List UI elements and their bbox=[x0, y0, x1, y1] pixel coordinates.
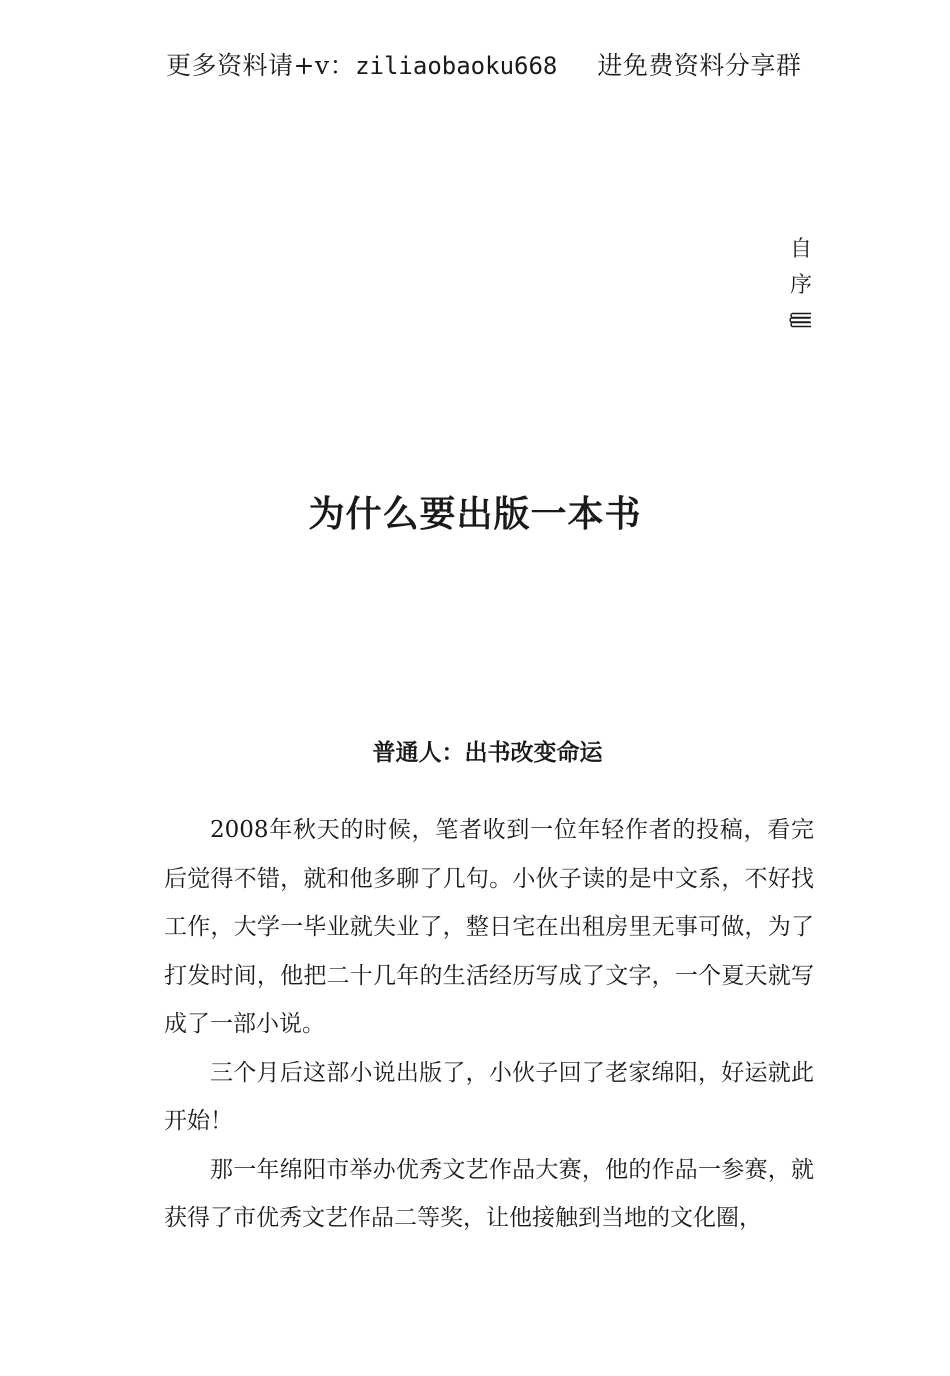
chapter-title: 为什么要出版一本书 bbox=[308, 494, 642, 535]
header-note-prefix: 更多资料请+v： bbox=[166, 51, 356, 80]
header-note-handle: ziliaobaoku668 bbox=[355, 52, 558, 80]
paragraph-1: 2008年秋天的时候，笔者收到一位年轻作者的投稿，看完后觉得不错，就和他多聊了几句。小伙子读的是中文系，不好找工作，大学一毕业就失业了，整日宅在出租房里无事可做，为了打发时间，他把二十几年的生活经历写成了文字，一个夏天就写成了一部小说。 bbox=[164, 817, 814, 1037]
body-text bbox=[164, 806, 814, 1243]
paragraph-3: 那一年绵阳市举办优秀文艺作品大赛，他的作品一参赛，就获得了市优秀文艺作品二等奖，让他接触到当地的文化圈， bbox=[164, 1156, 814, 1231]
section-tag-line2: 序 bbox=[789, 273, 812, 298]
section-tag bbox=[786, 232, 816, 328]
book-stack-icon bbox=[789, 312, 813, 328]
section-heading: 普通人：出书改变命运 bbox=[372, 740, 603, 766]
header-note bbox=[166, 48, 826, 84]
section-tag-line1: 自 bbox=[789, 237, 812, 262]
paragraph-2: 三个月后这部小说出版了，小伙子回了老家绵阳，好运就此开始！ bbox=[164, 1059, 814, 1134]
header-note-suffix: 进免费资料分享群 bbox=[597, 51, 802, 80]
